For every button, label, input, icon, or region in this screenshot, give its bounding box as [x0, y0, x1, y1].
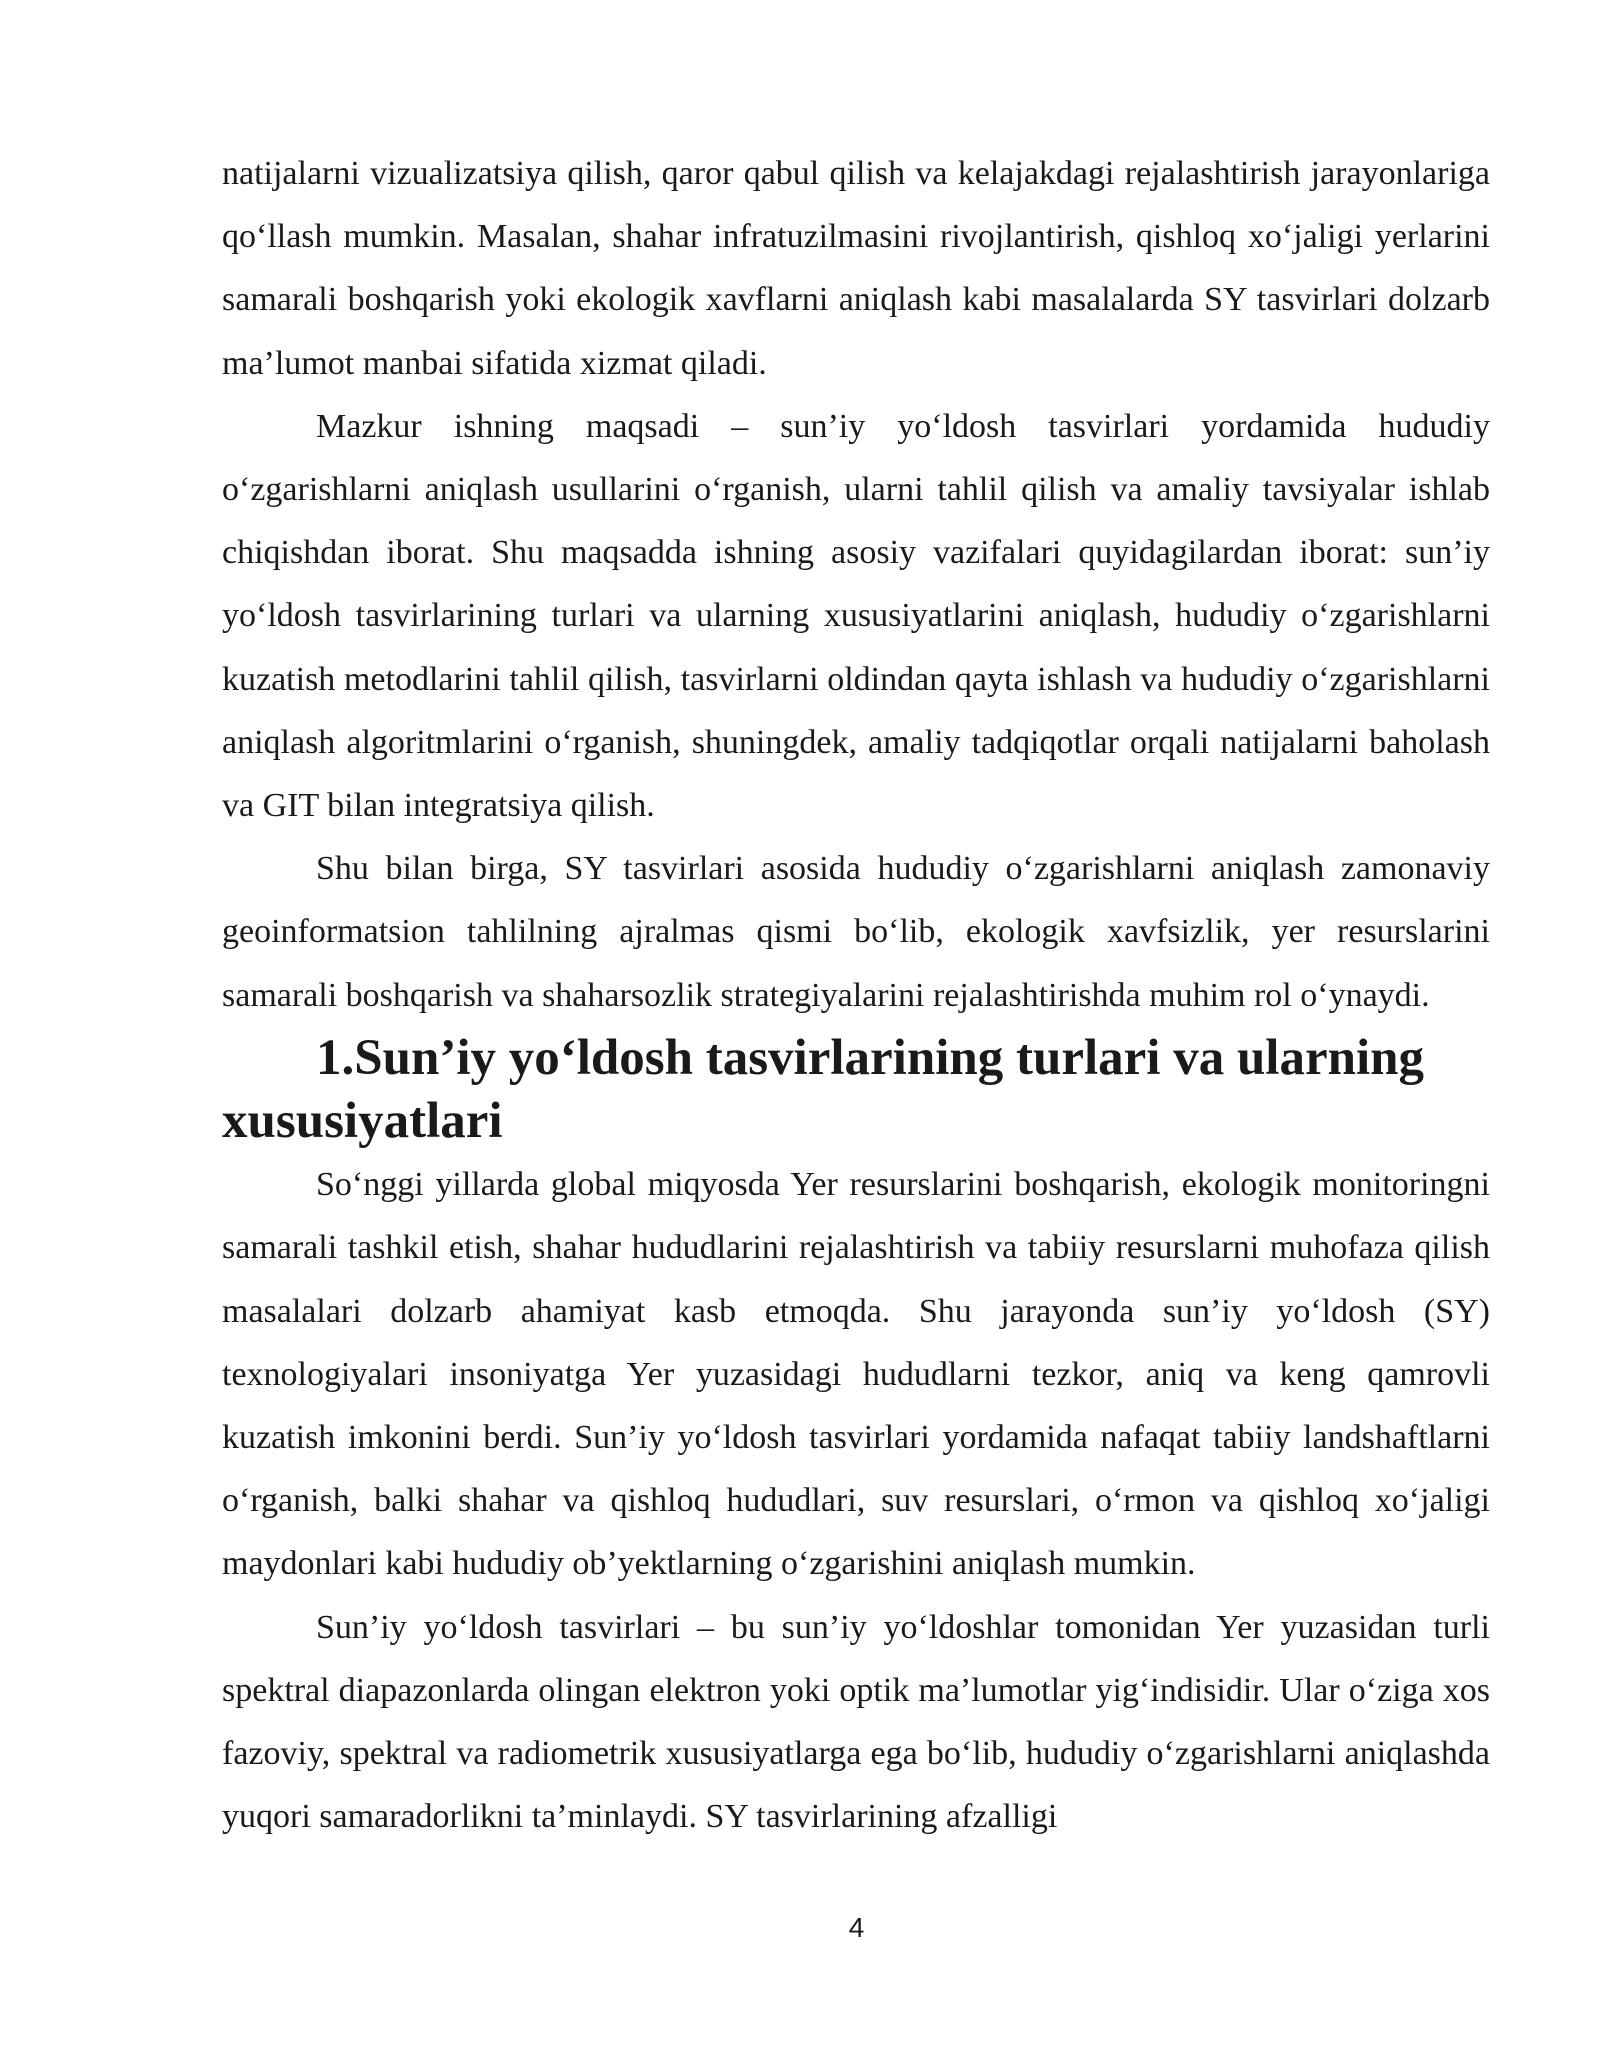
document-page — [222, 142, 1490, 1848]
paragraph-significance: Shu bilan birga, SY tasvirlari asosida hududiy o‘zgarishlarni aniqlash zamonaviy geoinformatsion tahlilning ajralmas qismi bo‘lib, ekologik xavfsizlik, yer resurslarini samarali boshqarish va shaharsozlik strategiyalarini rejalashtirishda muhim rol o‘ynaydi. — [222, 850, 1490, 1014]
paragraph-goal: Mazkur ishning maqsadi – sun’iy yo‘ldosh tasvirlari yordamida hududiy o‘zgarishlarni aniqlash usullarini o‘rganish, ularni tahlil qilish va amaliy tavsiyalar ishlab chiqishdan iborat. Shu maqsadda ishning asosiy vazifalari quyidagilardan iborat: sun’iy yo‘ldosh tasvirlarining turlari va ularning xususiyatlarini aniqlash, hududiy o‘zgarishlarni kuzatish metodlarini tahlil qilish, tasvirlarni oldindan qayta ishlash va hududiy o‘zgarishlarni aniqlash algoritmlarini o‘rganish, shuningdek, amaliy tadqiqotlar orqali natijalarni baholash va GIT bilan integratsiya qilish. — [222, 407, 1490, 825]
paragraph-section-intro: So‘nggi yillarda global miqyosda Yer resurslarini boshqarish, ekologik monitoringni samarali tashkil etish, shahar hududlarini rejalashtirish va tabiiy resurslarni muhofaza qilish masalalari dolzarb ahamiyat kasb etmoqda. Shu jarayonda sun’iy yo‘ldosh (SY) texnologiyalari insoniyatga Yer yuzasidagi hududlarni tezkor, aniq va keng qamrovli kuzatish imkonini berdi. Sun’iy yo‘ldosh tasvirlari yordamida nafaqat tabiiy landshaftlarni o‘rganish, balki shahar va qishloq hududlari, suv resurslari, o‘rmon va qishloq xo‘jaligi maydonlari kabi hududiy ob’yektlarning o‘zgarishini aniqlash mumkin. — [222, 1166, 1490, 1583]
page-number: 4 — [848, 1912, 865, 1943]
paragraph-definition: Sun’iy yo‘ldosh tasvirlari – bu sun’iy yo‘ldoshlar tomonidan Yer yuzasidan turli spektral diapazonlarda olingan elektron yoki optik ma’lumotlar yig‘indisidir. Ular o‘ziga xos fazoviy, spektral va radiometrik xususiyatlarga ega bo‘lib, hududiy o‘zgarishlarni aniqlashda yuqori samaradorlikni ta’minlaydi. SY tasvirlarining afzalligi — [222, 1608, 1490, 1836]
paragraph-intro-continuation: natijalarni vizualizatsiya qilish, qaror qabul qilish va kelajakdagi rejalashtirish jarayonlariga qo‘llash mumkin. Masalan, shahar infratuzilmasini rivojlantirish, qishloq xo‘jaligi yerlarini samarali boshqarish yoki ekologik xavflarni aniqlash kabi masalalarda SY tasvirlari dolzarb ma’lumot manbai sifatida xizmat qiladi. — [222, 155, 1490, 382]
section-heading: 1.Sun’iy yo‘ldosh tasvirlarining turlari va ularning xususiyatlari — [222, 1029, 1425, 1150]
